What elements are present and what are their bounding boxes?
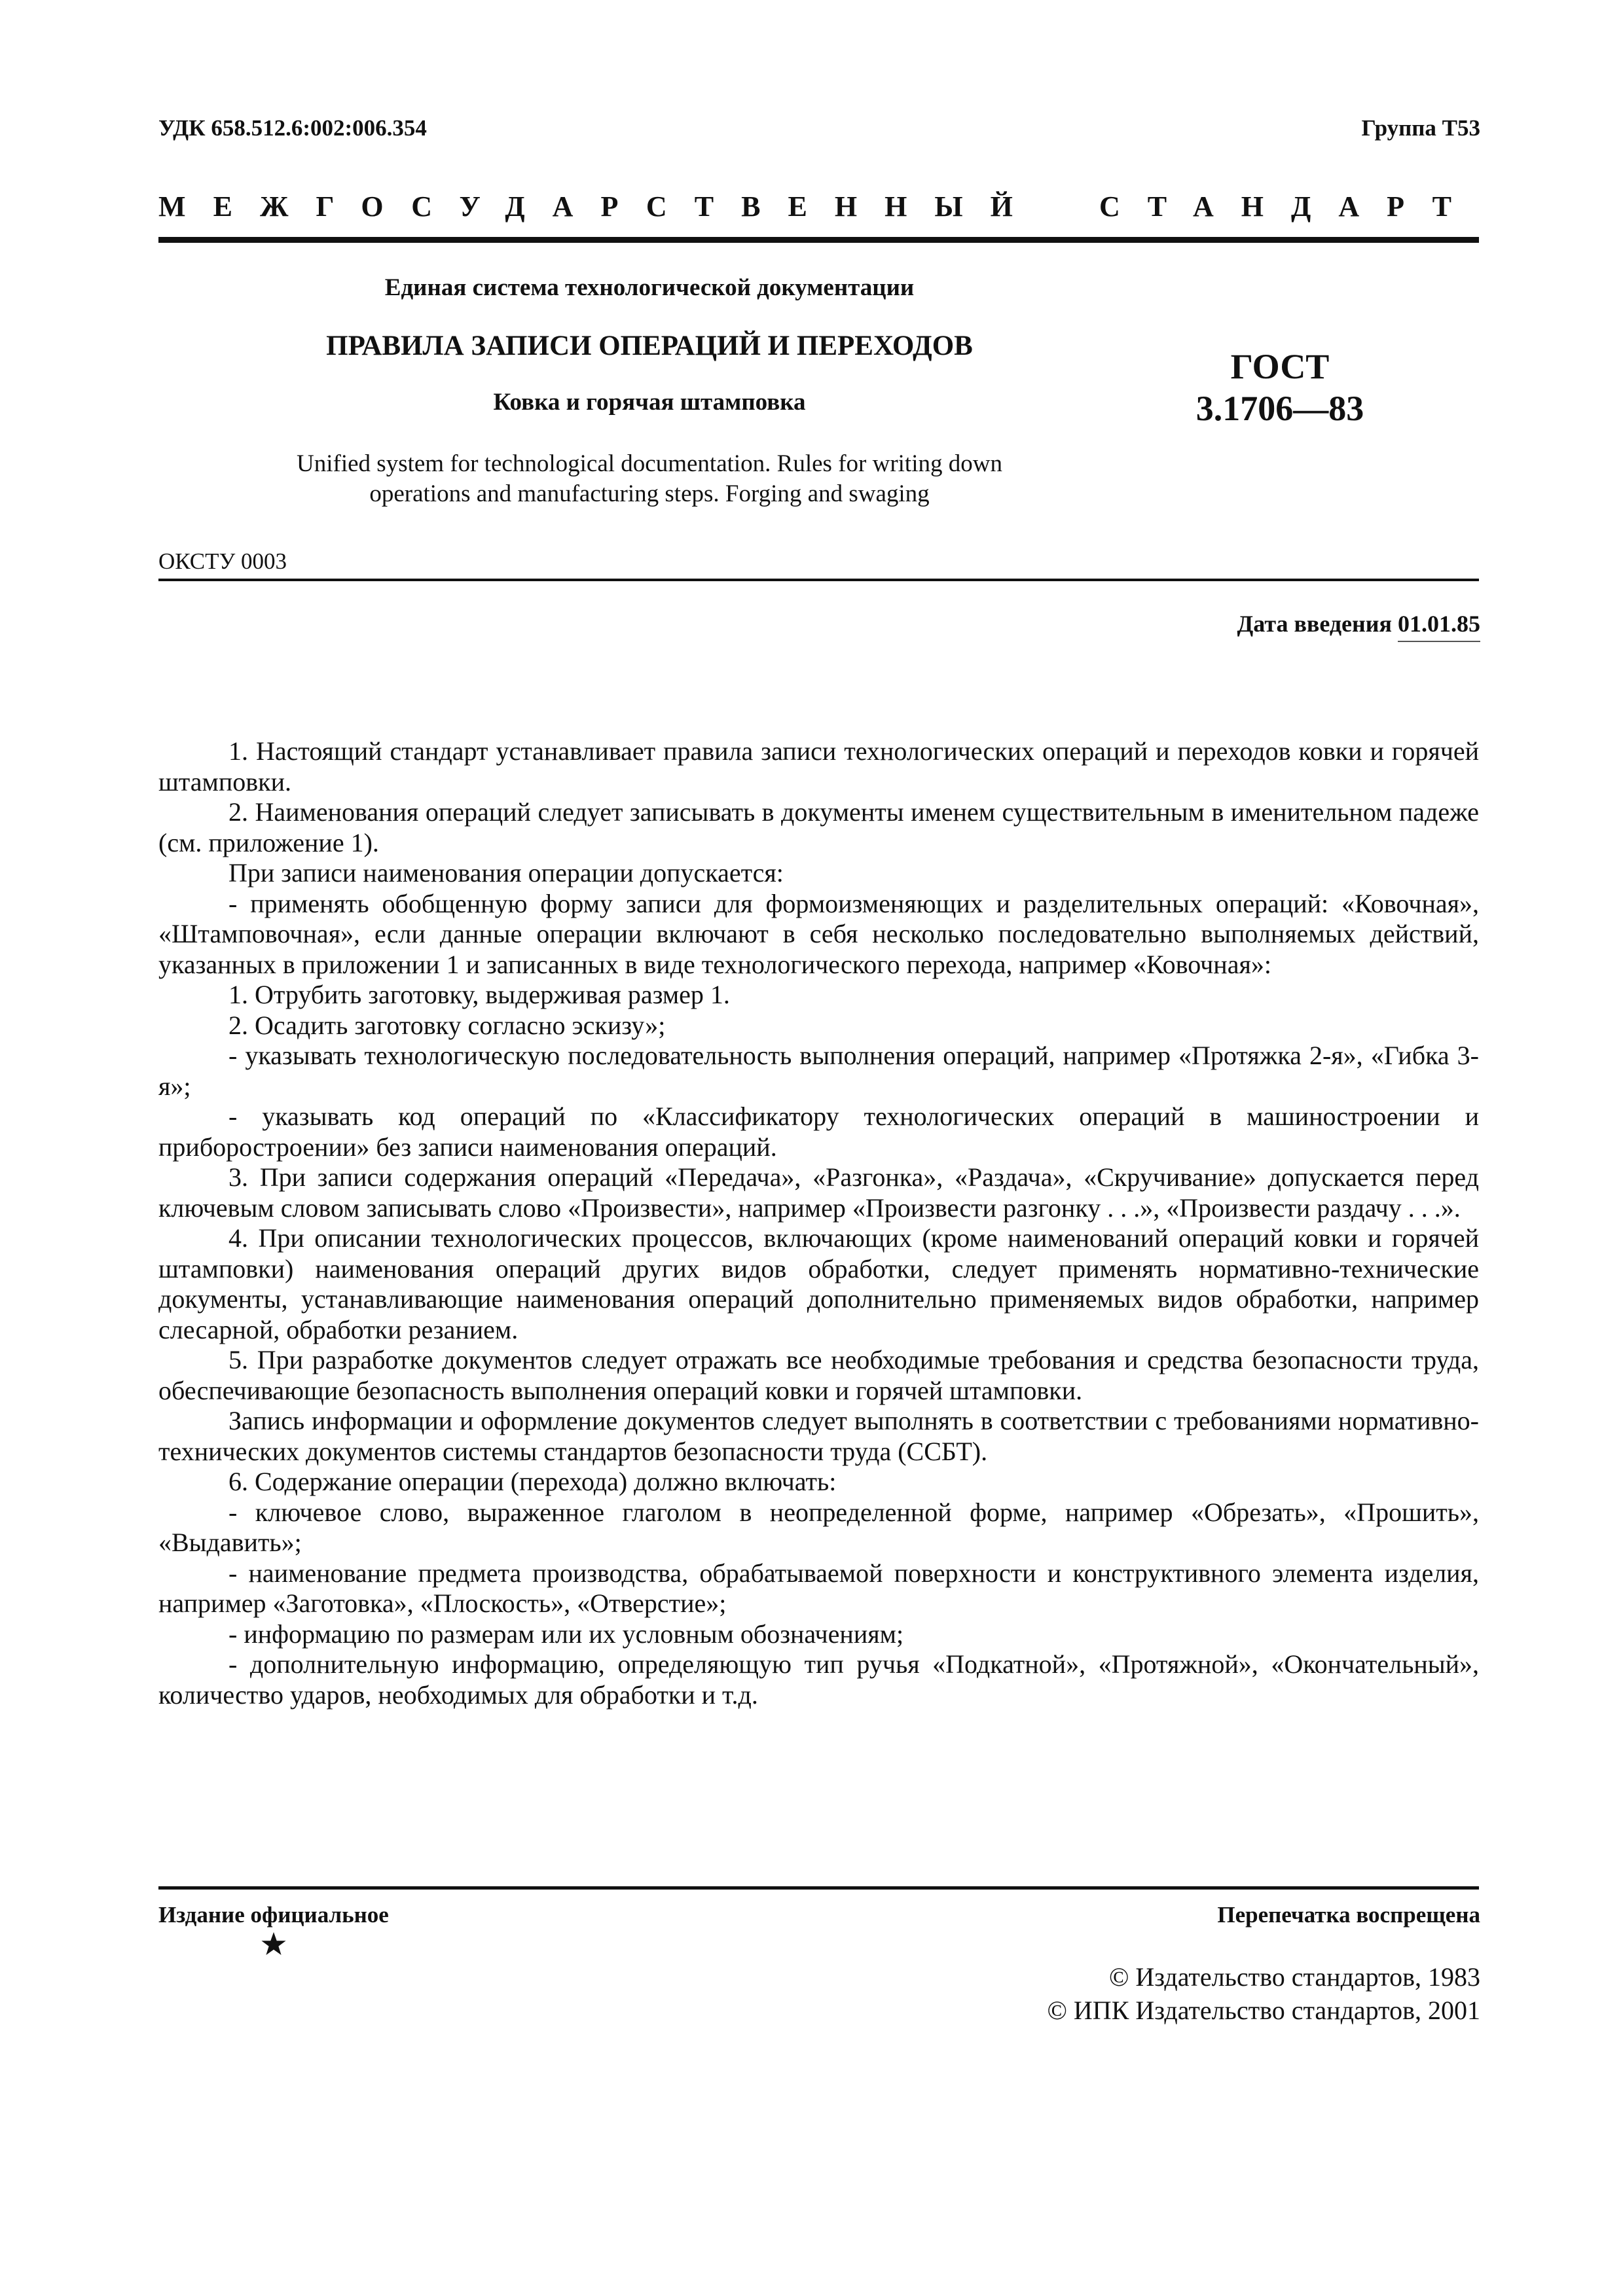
body-paragraph: - информацию по размерам или их условным обозначениям;: [228, 1619, 904, 1649]
udk-code: УДК 658.512.6:002:006.354: [158, 115, 427, 141]
copyright-line-2: © ИПК Издательство стандартов, 2001: [1047, 1996, 1480, 2025]
okstu-code: ОКСТУ 0003: [158, 548, 287, 574]
banner-word: СТАНДАРТ: [1099, 190, 1479, 223]
body-paragraph: 2. Наименования операций следует записывать в документы именем существительным в именительном падеже (см. приложение 1).: [158, 797, 1479, 857]
gost-number: 3.1706—83: [1195, 389, 1364, 428]
body-paragraph: Запись информации и оформление документов следует выполнять в соответствии с требованиями нормативно-технических документов системы стандартов безопасности труда (ССБТ).: [158, 1406, 1479, 1466]
body-text: [158, 736, 1479, 1710]
body-paragraph: - указывать технологическую последовательность выполнения операций, например «Протяжка 2-я», «Гибка 3-я»;: [158, 1041, 1479, 1101]
body-paragraph: 1. Настоящий стандарт устанавливает правила записи технологических операций и переходов ковки и горячей штамповки.: [158, 736, 1479, 797]
document-subtitle: Ковка и горячая штамповка: [493, 389, 806, 416]
official-edition: Издание официальное: [158, 1902, 389, 1928]
group-code: Группа Т53: [1361, 115, 1480, 141]
header-rule: [158, 237, 1479, 243]
star-icon: [261, 1931, 287, 1957]
english-title-line-1: Unified system for technological documentation. Rules for writing down: [297, 450, 1002, 477]
body-paragraph: - наименование предмета производства, обрабатываемой поверхности и конструктивного элемента изделия, например «Заготовка», «Плоскость», «Отверстие»;: [158, 1558, 1479, 1618]
english-title-line-2: operations and manufacturing steps. Forging and swaging: [369, 480, 930, 507]
okstu-rule: [158, 579, 1479, 581]
body-paragraph: При записи наименования операции допускается:: [228, 858, 784, 888]
body-paragraph: 1. Отрубить заготовку, выдерживая размер 1.: [228, 980, 730, 1009]
body-paragraph: 2. Осадить заготовку согласно эскизу»;: [228, 1010, 666, 1040]
standard-banner: [158, 190, 1479, 223]
banner-word: МЕЖГОСУДАРСТВЕННЫЙ: [158, 190, 1040, 223]
body-paragraph: - указывать код операций по «Классификатору технологических операций в машиностроении и приборостроении» без записи наименования операций.: [158, 1102, 1479, 1162]
footer-rule: [158, 1886, 1479, 1890]
document-title: ПРАВИЛА ЗАПИСИ ОПЕРАЦИЙ И ПЕРЕХОДОВ: [326, 331, 973, 361]
body-paragraph: 5. При разработке документов следует отражать все необходимые требования и средства безопасности труда, обеспечивающие безопасность выполнения операций ковки и горячей штамповки.: [158, 1345, 1479, 1405]
reprint-prohibited: Перепечатка воспрещена: [1217, 1902, 1480, 1928]
gost-designation: [1113, 346, 1447, 429]
copyright-block: [1048, 1960, 1480, 2027]
gost-label: ГОСТ: [1230, 347, 1330, 386]
copyright-line-1: © Издательство стандартов, 1983: [1108, 1962, 1480, 1992]
body-paragraph: - ключевое слово, выраженное глаголом в неопределенной форме, например «Обрезать», «Прошить», «Выдавить»;: [158, 1497, 1479, 1557]
body-paragraph: - дополнительную информацию, определяющую тип ручья «Подкатной», «Протяжной», «Окончательный», количество ударов, необходимых для обработки и т.д.: [158, 1649, 1479, 1710]
system-name: Единая система технологической документации: [384, 274, 915, 301]
body-paragraph: - применять обобщенную форму записи для формоизменяющих и разделительных операций: «Ковочная», «Штамповочная», если данные операции включают в себя несколько последовательно выполняемых действий, указанных в приложении 1 и записанных в виде технологического перехода, например «Ковочная»:: [158, 888, 1479, 979]
date-value: 01.01.85: [1398, 611, 1480, 642]
date-label: Дата введения: [1237, 611, 1392, 637]
body-paragraph: 3. При записи содержания операций «Передача», «Разгонка», «Раздача», «Скручивание» допускается перед ключевым словом записывать слово «Произвести», например «Произвести разгонку . . .», «Произвести раздачу . . .».: [158, 1162, 1479, 1223]
introduction-date: [1237, 610, 1481, 637]
body-paragraph: 4. При описании технологических процессов, включающих (кроме наименований операций ковки и горячей штамповки) наименования операций других видов обработки, следует применять нормативно-технические документы, устанавливающие наименования операций дополнительно применяемых видов обработки, например слесарной, обработки резанием.: [158, 1223, 1479, 1344]
english-title: [158, 449, 1140, 509]
body-paragraph: 6. Содержание операции (перехода) должно включать:: [228, 1467, 837, 1496]
